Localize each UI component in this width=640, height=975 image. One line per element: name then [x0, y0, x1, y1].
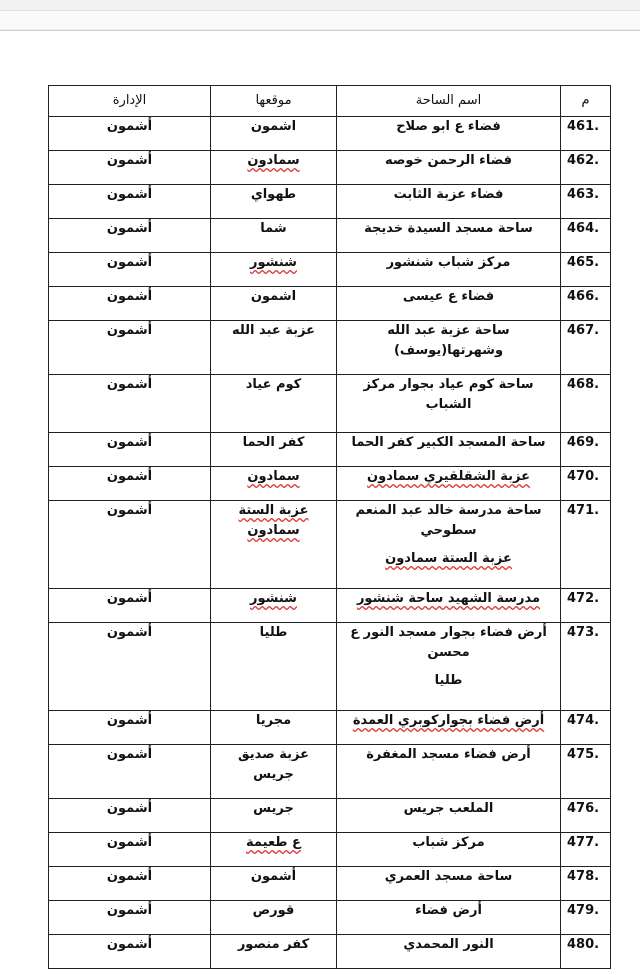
row-name: ساحة مسجد العمري [337, 867, 561, 901]
browser-toolbar [0, 0, 640, 31]
row-location [211, 833, 337, 867]
row-name: الملعب جريس [337, 799, 561, 833]
row-admin: أشمون [49, 321, 211, 375]
row-location: كوم عياد [211, 375, 337, 433]
row-name: أرض فضاء مسجد المغفرة [337, 745, 561, 799]
row-name-text: أرض فضاء بجواركوبري العمدة [352, 713, 545, 728]
row-name-extra: طليا [434, 673, 463, 688]
row-admin: أشمون [49, 935, 211, 969]
table-row [49, 901, 611, 935]
row-admin: أشمون [49, 501, 211, 589]
row-admin: أشمون [49, 867, 211, 901]
row-name: مركز شباب [337, 833, 561, 867]
row-name-text: مدرسة الشهيد ساحة شنشور [356, 591, 541, 606]
row-name: فضاء ع ابو صلاح [337, 117, 561, 151]
row-location [211, 501, 337, 589]
row-name: ساحة المسجد الكبير كفر الحما [337, 433, 561, 467]
row-location: كفر الحما [211, 433, 337, 467]
row-admin: أشمون [49, 253, 211, 287]
row-admin: أشمون [49, 287, 211, 321]
row-admin: أشمون [49, 833, 211, 867]
row-num: 471. [561, 501, 611, 589]
row-name: فضاء الرحمن خوصه [337, 151, 561, 185]
table-row [49, 623, 611, 711]
table-row [49, 433, 611, 467]
row-location: مجريا [211, 711, 337, 745]
row-location: شما [211, 219, 337, 253]
row-name [337, 711, 561, 745]
row-name: فضاء ع عيسى [337, 287, 561, 321]
row-name-extra: عزبة الستة سمادون [385, 551, 512, 566]
table-row [49, 833, 611, 867]
row-name: أرض فضاء [337, 901, 561, 935]
header-location: موقعها [211, 86, 337, 117]
table-row [49, 287, 611, 321]
row-admin: أشمون [49, 433, 211, 467]
row-name [337, 501, 561, 589]
row-name: فضاء عزبة الثابت [337, 185, 561, 219]
row-name [337, 623, 561, 711]
row-location-text: سمادون [247, 153, 300, 168]
squares-table [48, 85, 611, 969]
row-location: عزبة عبد الله [211, 321, 337, 375]
table-header-row [49, 86, 611, 117]
row-admin: أشمون [49, 711, 211, 745]
row-location-text: سمادون [247, 469, 300, 484]
row-location [211, 467, 337, 501]
row-name: ساحة كوم عياد بجوار مركز الشباب [337, 375, 561, 433]
row-num: 476. [561, 799, 611, 833]
row-location: اشمون [211, 117, 337, 151]
table-row [49, 799, 611, 833]
table-row [49, 745, 611, 799]
row-location: قورص [211, 901, 337, 935]
row-num: 462. [561, 151, 611, 185]
row-num: 468. [561, 375, 611, 433]
row-num: 478. [561, 867, 611, 901]
row-admin: أشمون [49, 151, 211, 185]
row-num: 480. [561, 935, 611, 969]
header-admin: الإدارة [49, 86, 211, 117]
row-name [337, 589, 561, 623]
row-admin: أشمون [49, 901, 211, 935]
toolbar-strip [0, 10, 640, 29]
row-num: 470. [561, 467, 611, 501]
table-row [49, 589, 611, 623]
row-num: 466. [561, 287, 611, 321]
row-admin: أشمون [49, 117, 211, 151]
row-name [337, 467, 561, 501]
row-location-text: شنشور [250, 255, 297, 270]
row-num: 472. [561, 589, 611, 623]
table-row [49, 253, 611, 287]
row-admin: أشمون [49, 623, 211, 711]
row-name-text: أرض فضاء بجوار مسجد النور ع محسن [350, 625, 547, 660]
table-row [49, 117, 611, 151]
row-num: 473. [561, 623, 611, 711]
row-location-text: عزبة الستة سمادون [238, 503, 309, 538]
row-admin: أشمون [49, 589, 211, 623]
table-row [49, 711, 611, 745]
table-row [49, 219, 611, 253]
table-row [49, 375, 611, 433]
table-row [49, 185, 611, 219]
row-name: النور المحمدي [337, 935, 561, 969]
table-row [49, 867, 611, 901]
table-row [49, 151, 611, 185]
row-num: 479. [561, 901, 611, 935]
row-num: 469. [561, 433, 611, 467]
header-name: اسم الساحة [337, 86, 561, 117]
row-num: 474. [561, 711, 611, 745]
header-num: م [561, 86, 611, 117]
row-num: 475. [561, 745, 611, 799]
row-admin: أشمون [49, 467, 211, 501]
row-location: اشمون [211, 287, 337, 321]
table-row [49, 321, 611, 375]
row-admin: أشمون [49, 185, 211, 219]
row-name: ساحة عزبة عبد الله وشهرتها(يوسف) [337, 321, 561, 375]
row-name: مركز شباب شنشور [337, 253, 561, 287]
table-row [49, 467, 611, 501]
row-admin: أشمون [49, 219, 211, 253]
row-num: 463. [561, 185, 611, 219]
row-num: 467. [561, 321, 611, 375]
table-row [49, 501, 611, 589]
row-admin: أشمون [49, 799, 211, 833]
row-num: 465. [561, 253, 611, 287]
row-location: عزبة صديق جريس [211, 745, 337, 799]
row-location: طليا [211, 623, 337, 711]
row-location [211, 151, 337, 185]
row-num: 464. [561, 219, 611, 253]
row-num: 461. [561, 117, 611, 151]
row-location: جريس [211, 799, 337, 833]
row-location [211, 253, 337, 287]
table-row [49, 935, 611, 969]
row-location: طهواي [211, 185, 337, 219]
row-admin: أشمون [49, 745, 211, 799]
row-location-text: شنشور [250, 591, 297, 606]
row-name-text: عزبة الشقلقيري سمادون [367, 469, 530, 484]
row-location: كفر منصور [211, 935, 337, 969]
row-location-text: ع طعيمة [246, 835, 301, 850]
row-location [211, 589, 337, 623]
row-name: ساحة مسجد السيدة خديجة [337, 219, 561, 253]
row-admin: أشمون [49, 375, 211, 433]
row-num: 477. [561, 833, 611, 867]
row-name-text: ساحة مدرسة خالد عبد المنعم سطوحي [355, 503, 542, 538]
row-location: أشمون [211, 867, 337, 901]
